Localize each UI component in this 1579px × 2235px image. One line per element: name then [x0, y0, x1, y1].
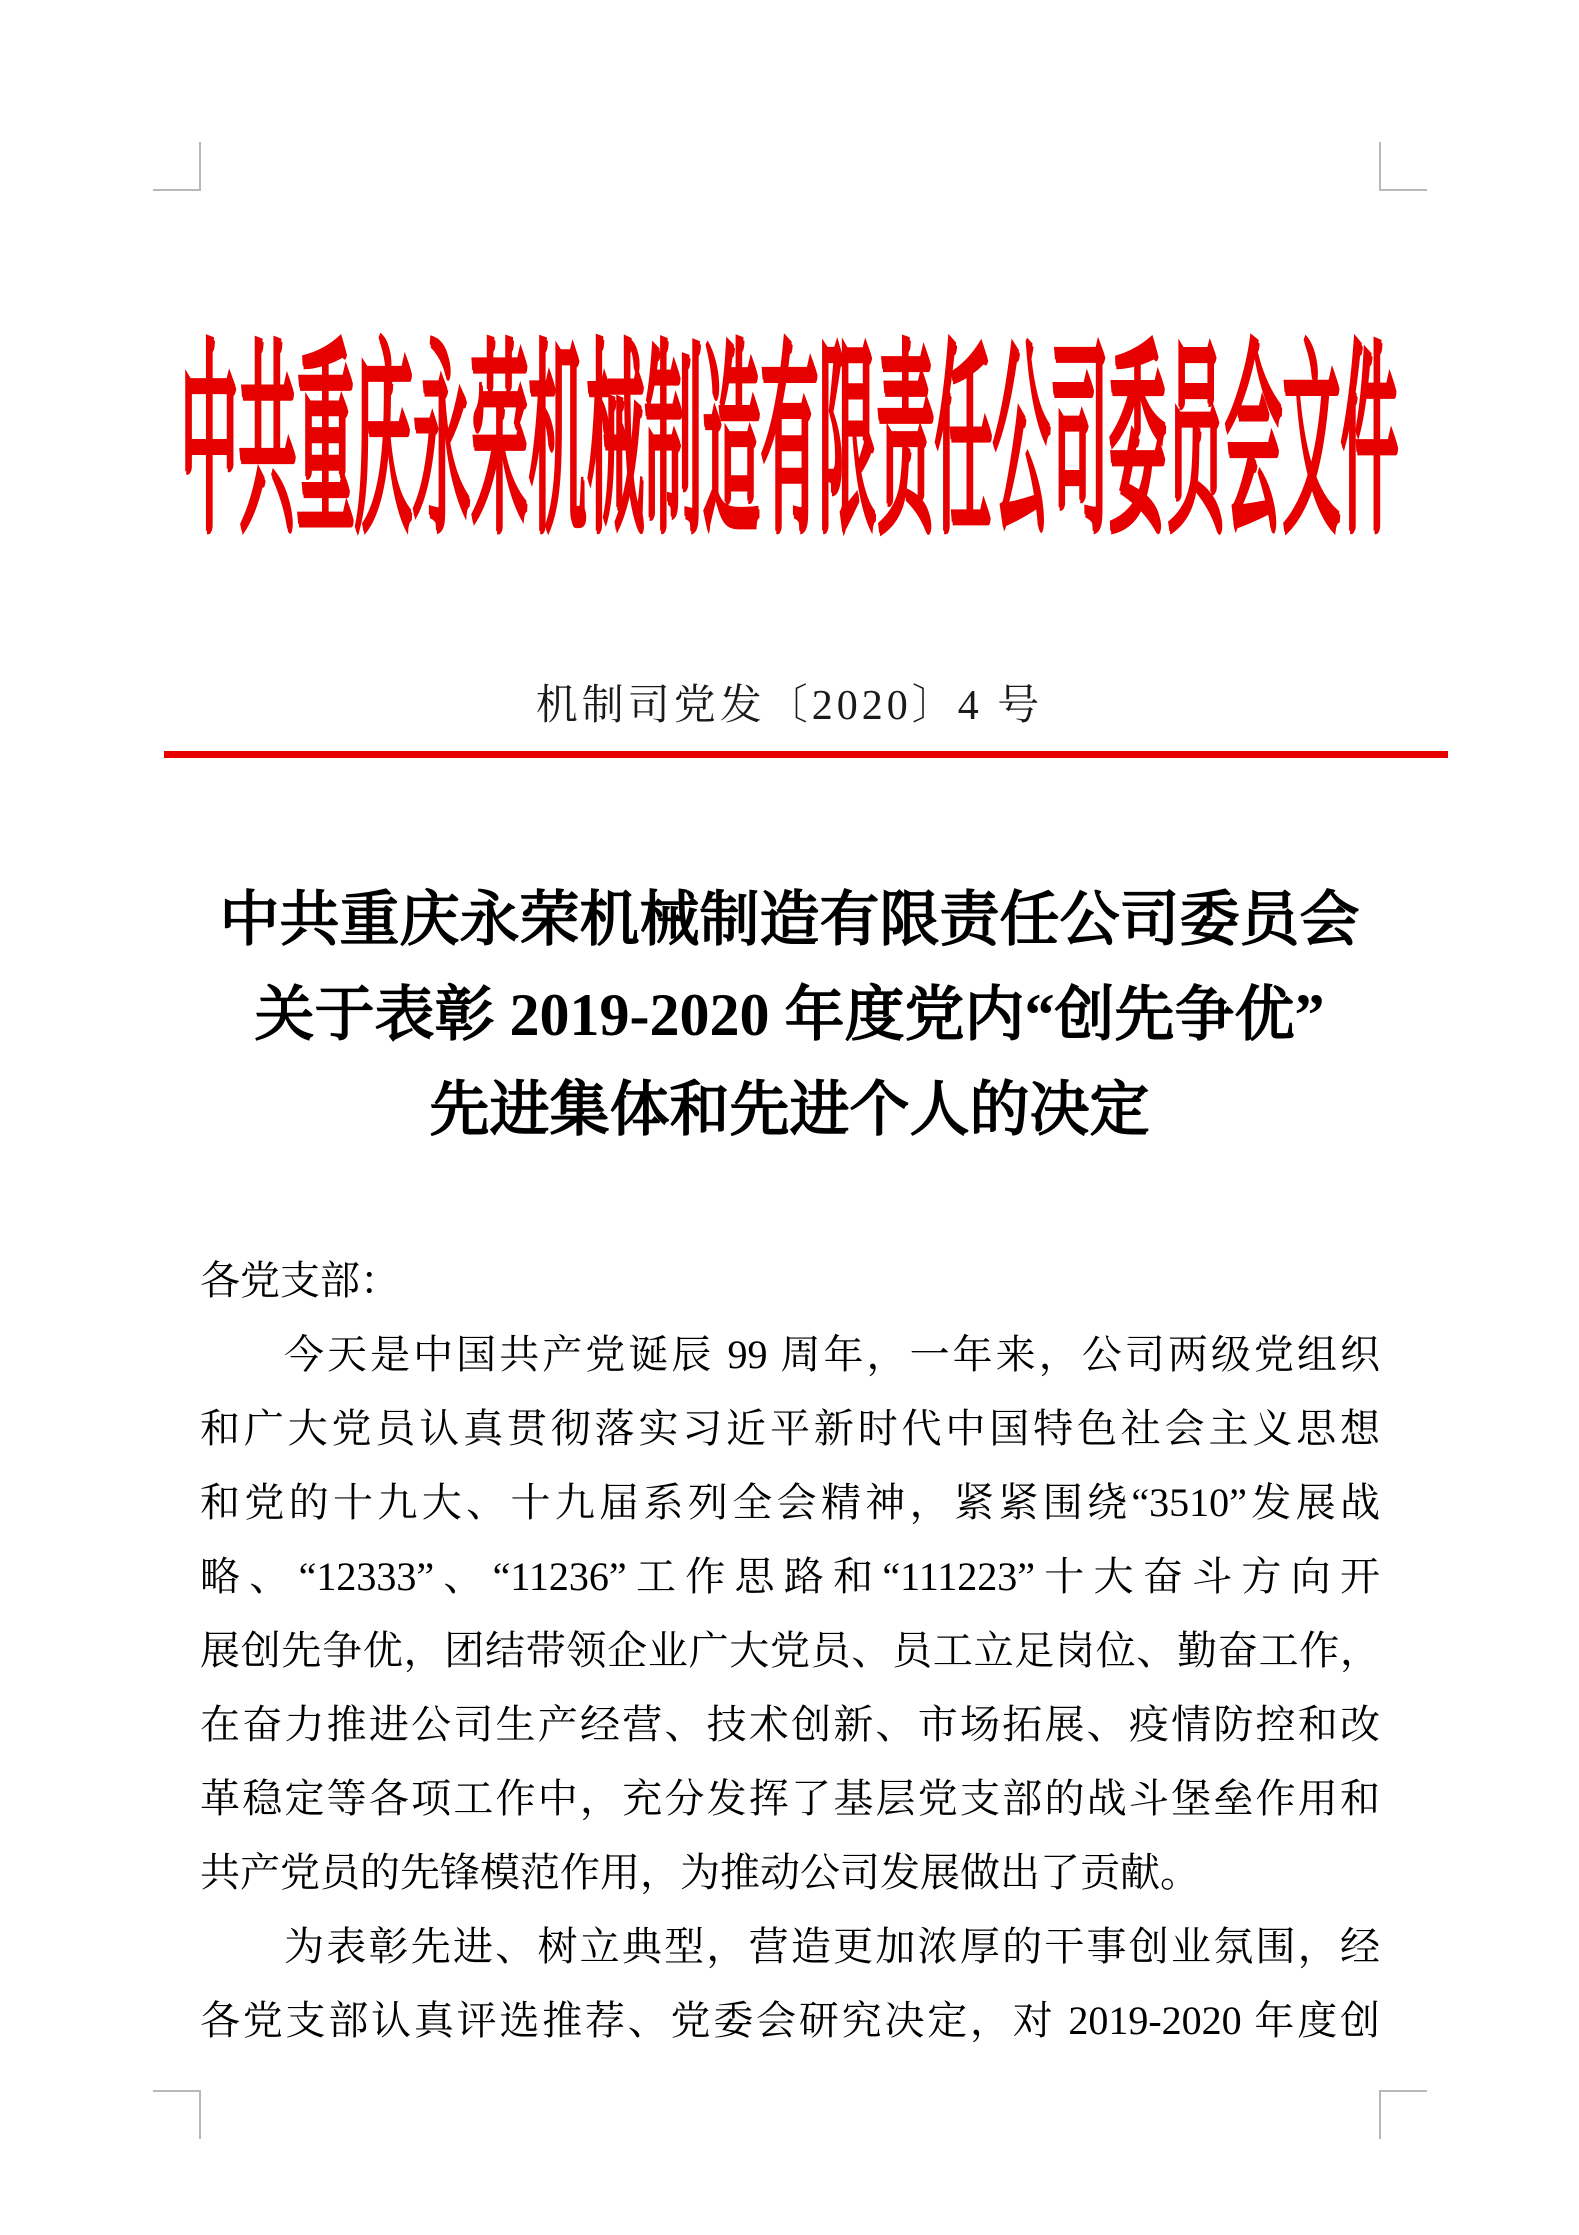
text-boundary-mark-bottom-left: [153, 2090, 201, 2139]
body-text-line: 各党支部认真评选推荐、党委会研究决定，对 2019-2020 年度创: [200, 1998, 1380, 2043]
body-text-line: 展创先争优，团结带领企业广大党员、员工立足岗位、勤奋工作，: [200, 1628, 1380, 1673]
document-number: 机制司党发〔2020〕4 号: [535, 683, 1044, 729]
body-text-line: 和党的十九大、十九届系列全会精神，紧紧围绕“3510”发展战: [200, 1480, 1380, 1525]
red-divider-line: [164, 751, 1448, 758]
body-text-line: 略、“12333”、“11236”工作思路和“111223”十大奋斗方向开: [200, 1554, 1380, 1599]
document-title-line-2: 关于表彰 2019-2020 年度党内“创先争优”: [254, 982, 1325, 1048]
body-paragraphs: [200, 1318, 1380, 2058]
text-boundary-mark-top-left: [153, 142, 201, 191]
body-text-line: 为表彰先进、树立典型，营造更加浓厚的干事创业氛围，经: [284, 1924, 1380, 1969]
document-title: [0, 873, 1579, 1158]
body-text-line: 共产党员的先锋模范作用，为推动公司发展做出了贡献。: [200, 1850, 1200, 1895]
document-body: [200, 1244, 1380, 2058]
document-title-line-1: 中共重庆永荣机械制造有限责任公司委员会: [219, 887, 1360, 953]
body-text-line: 革稳定等各项工作中，充分发挥了基层党支部的战斗堡垒作用和: [200, 1776, 1380, 1821]
salutation: 各党支部：: [200, 1258, 400, 1303]
body-text-line: 和广大党员认真贯彻落实习近平新时代中国特色社会主义思想: [200, 1406, 1380, 1451]
document-title-line-3: 先进集体和先进个人的决定: [429, 1077, 1150, 1143]
body-text-line: 今天是中国共产党诞辰 99 周年，一年来，公司两级党组织: [284, 1332, 1380, 1377]
text-boundary-mark-top-right: [1379, 142, 1427, 191]
body-text-line: 在奋力推进公司生产经营、技术创新、市场拓展、疫情防控和改: [200, 1702, 1380, 1747]
text-boundary-mark-bottom-right: [1379, 2090, 1427, 2139]
red-header-title: 中共重庆永荣机械制造有限责任公司委员会文件: [180, 325, 1399, 558]
